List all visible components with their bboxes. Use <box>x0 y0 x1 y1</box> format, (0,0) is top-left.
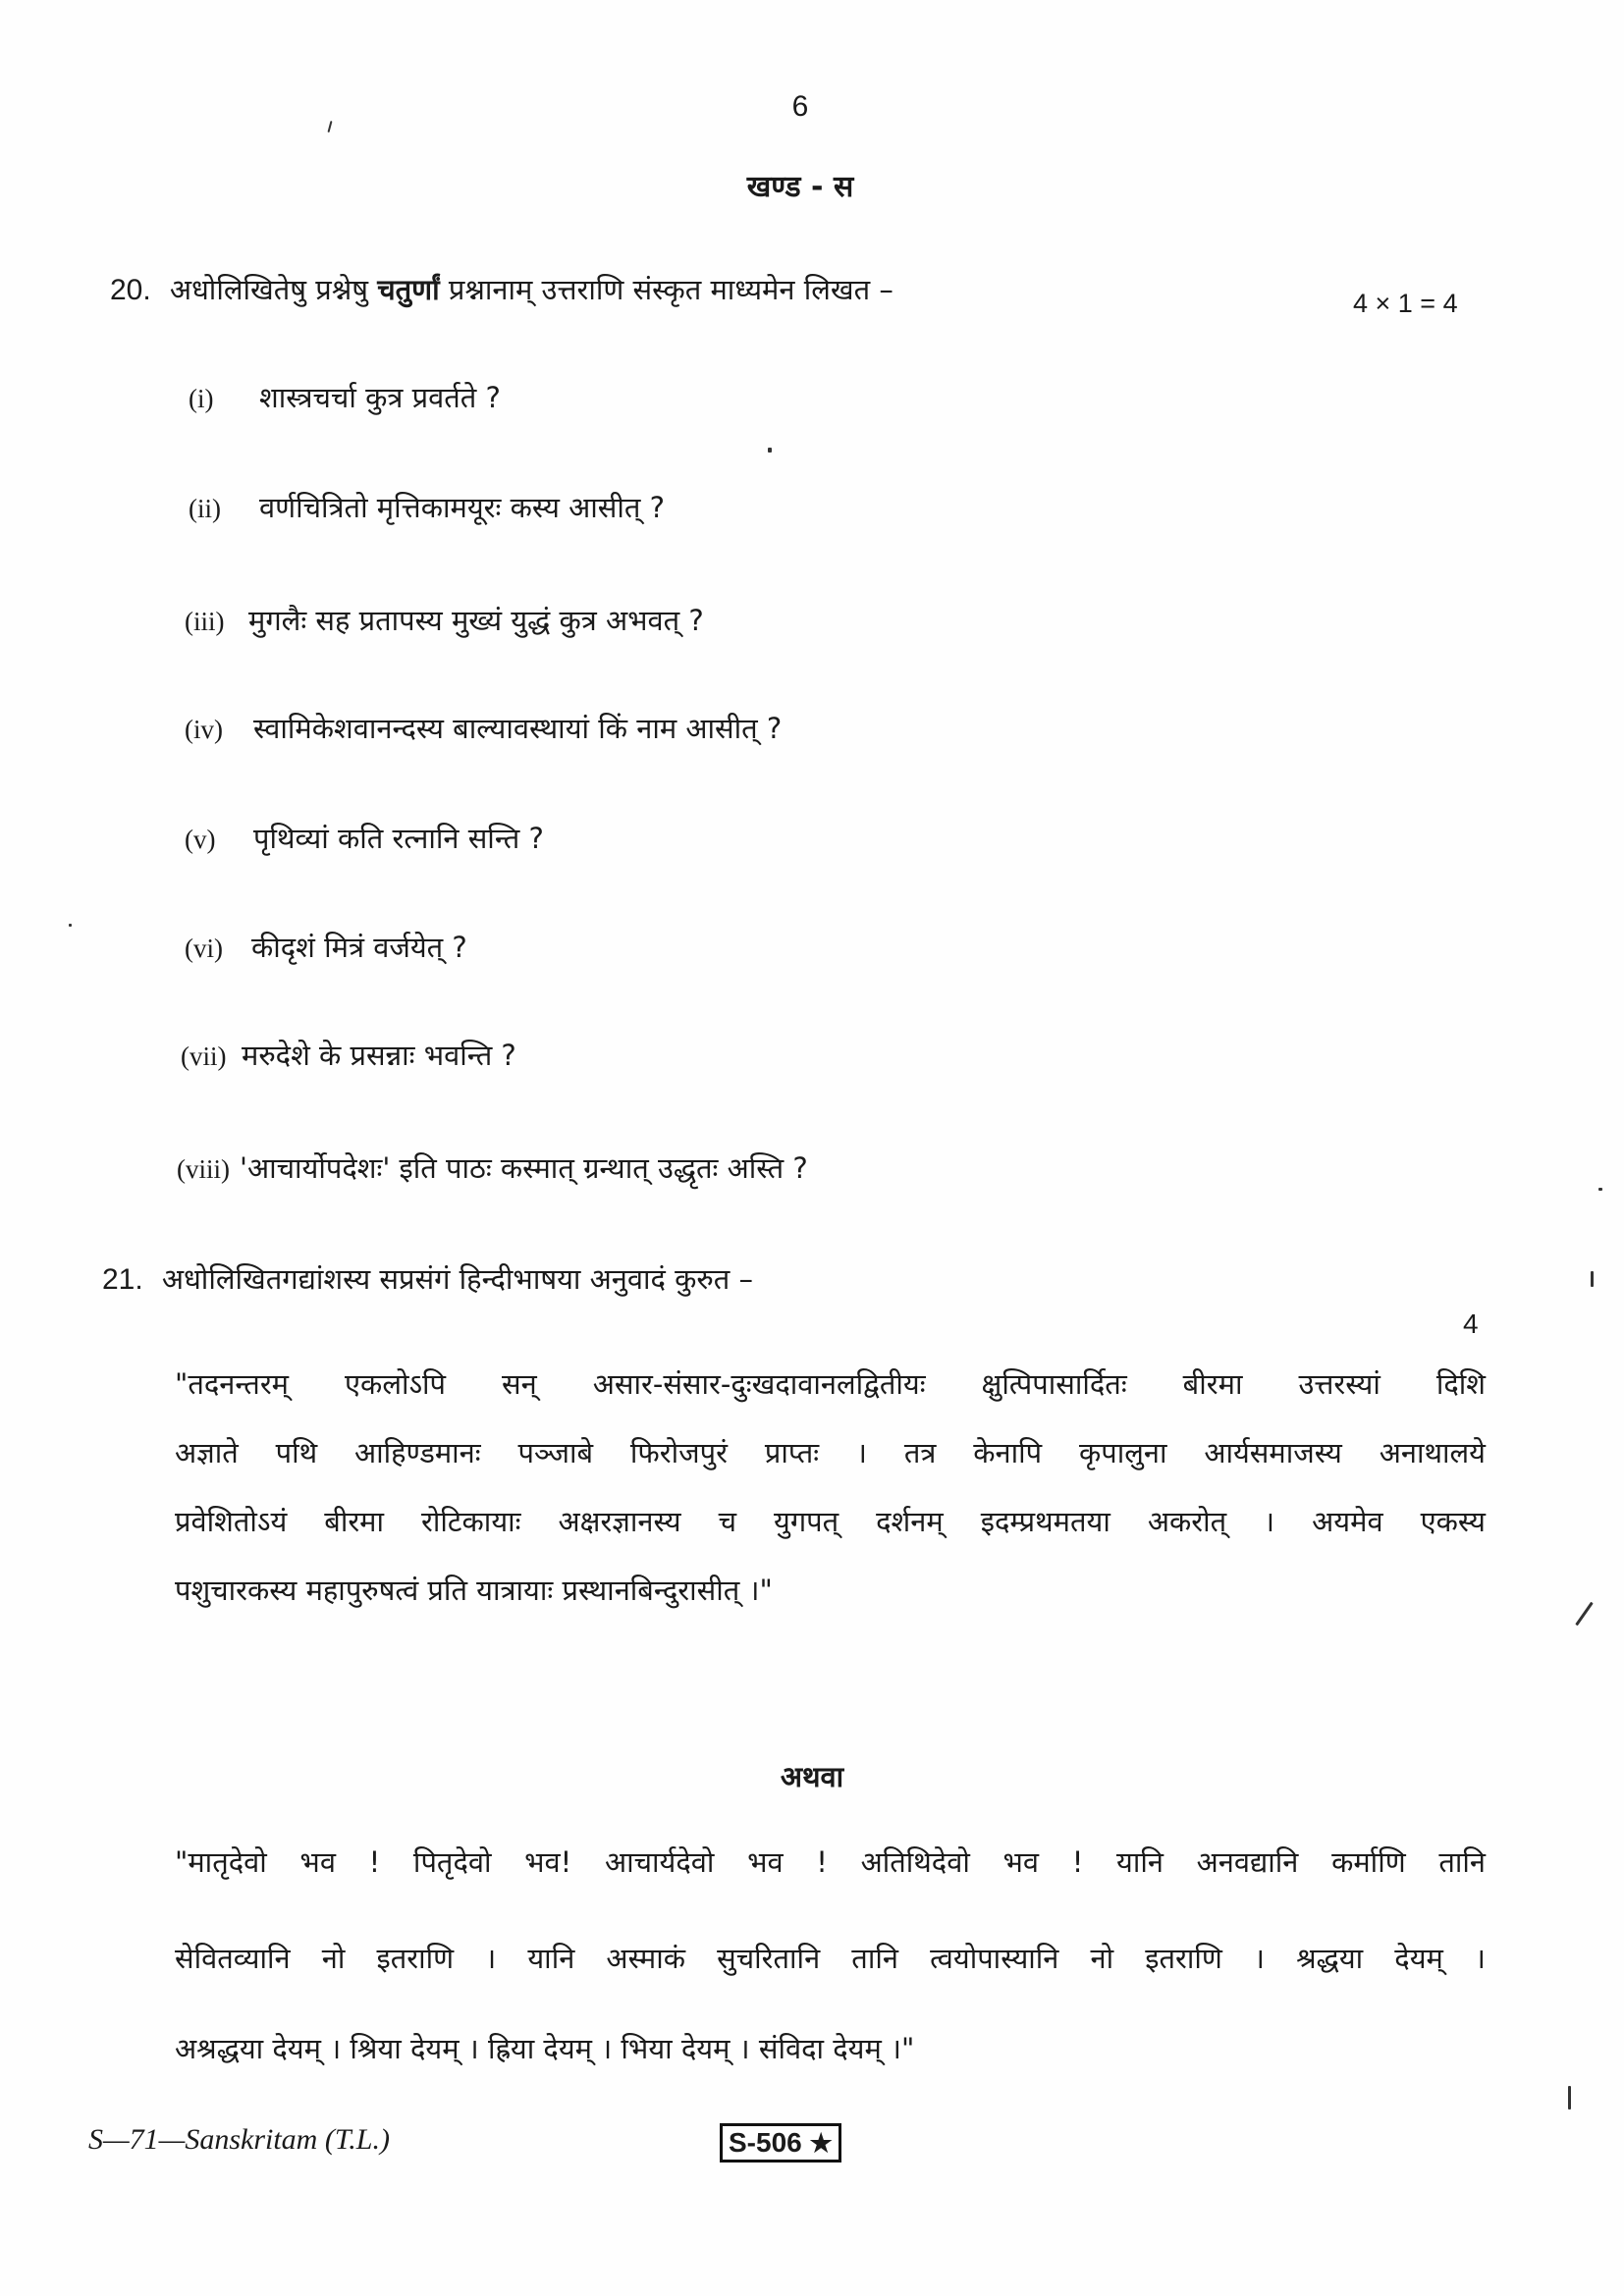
subquestion-v <box>185 819 544 857</box>
subquestion-text: वर्णचित्रितो मृत्तिकामयूरः कस्य आसीत् ? <box>259 491 666 524</box>
question-instruction <box>170 273 893 306</box>
question-20-header <box>110 270 893 308</box>
subquestion-iv <box>185 709 782 747</box>
instruction-text-pre: अधोलिखितेषु प्रश्नेषु <box>169 273 378 306</box>
subquestion-label: (ii) <box>189 494 221 523</box>
instruction-text-post: प्रश्नानाम् उत्तराणि संस्कृत माध्यमेन लिखत – <box>439 273 893 306</box>
star-icon: ★ <box>809 2128 833 2158</box>
question-instruction: अधोलिखितगद्यांशस्य सप्रसंगं हिन्दीभाषया अनुवादं कुरुत – <box>161 1262 754 1296</box>
subquestion-text: 'आचार्योपदेशः' इति पाठः कस्मात् ग्रन्थात् उद्धृतः अस्ति ? <box>240 1151 808 1185</box>
page-number: 6 <box>791 90 809 123</box>
passage-line: पशुचारकस्य महापुरुषत्वं प्रति यात्रायाः प्रस्थानबिन्दुरासीत् ।" <box>175 1574 773 1607</box>
subquestion-label: (vi) <box>185 934 223 963</box>
subquestion-text: मुगलैः सह प्रतापस्य मुख्यं युद्धं कुत्र अभवत् ? <box>248 604 704 637</box>
question-21-marks: 4 <box>1463 1308 1479 1339</box>
subquestion-vii <box>181 1036 516 1074</box>
scan-speck <box>1575 1602 1594 1627</box>
set-code-box <box>720 2123 841 2163</box>
question-number: 21. <box>102 1263 143 1296</box>
paper-code: S—71—Sanskritam (T.L.) <box>88 2123 390 2156</box>
or-label: अथवा <box>780 1760 844 1793</box>
scan-speck <box>1598 1188 1602 1191</box>
passage-line: "मातृदेवो भव ! पितृदेवो भव! आचार्यदेवो भव ! अतिथिदेवो भव ! यानि अनवद्यानि कर्माणि तानि <box>175 1845 1486 1879</box>
scan-speck <box>1568 2086 1571 2109</box>
subquestion-ii <box>189 488 665 526</box>
scan-speck <box>69 924 72 927</box>
subquestion-label: (v) <box>185 825 216 854</box>
subquestion-vi <box>185 928 467 966</box>
subquestion-text: शास्त्रचर्चा कुत्र प्रवर्तते ? <box>259 381 501 414</box>
set-code: S-506 <box>729 2127 802 2158</box>
subquestion-text: मरुदेशे के प्रसन्नाः भवन्ति ? <box>242 1039 516 1072</box>
subquestion-label: (vii) <box>181 1041 227 1071</box>
subquestion-text: स्वामिकेशवानन्दस्य बाल्यावस्थायां किं नाम आसीत् ? <box>253 712 783 745</box>
passage-line: "तदनन्तरम् एकलोऽपि सन् असार-संसार-दुःखदावानलद्वितीयः क्षुत्पिपासार्दितः बीरमा उत्तरस्यां दिशि <box>175 1367 1486 1401</box>
passage-line: सेवितव्यानि नो इतराणि । यानि अस्माकं सुचरितानि तानि त्वयोपास्यानि नो इतराणि । श्रद्धया देयम् । <box>175 1942 1486 1975</box>
subquestion-viii <box>177 1148 808 1187</box>
passage-line: अज्ञाते पथि आहिण्डमानः पञ्जाबे फिरोजपुरं प्राप्तः । तत्र केनापि कृपालुना आर्यसमाजस्य अनाथालये <box>175 1436 1486 1469</box>
subquestion-text: कीदृशं मित्रं वर्जयेत् ? <box>251 931 467 964</box>
subquestion-label: (i) <box>189 384 214 413</box>
scan-speck <box>1591 1271 1594 1287</box>
question-21-header <box>102 1259 753 1298</box>
subquestion-label: (iii) <box>185 607 225 636</box>
section-title: खण्ड - स <box>746 170 854 204</box>
instruction-text-bold: चतुर्णां <box>377 273 440 306</box>
passage-line: प्रवेशितोऽयं बीरमा रोटिकायाः अक्षरज्ञानस्य च युगपत् दर्शनम् इदम्प्रथमतया अकरोत् । अयमेव एकस्य <box>175 1505 1486 1538</box>
passage <box>175 1350 1486 1625</box>
alternate-passage <box>175 1828 1486 2083</box>
scan-speck <box>768 448 772 453</box>
subquestion-label: (viii) <box>177 1154 230 1184</box>
passage-line: अश्रद्धया देयम् । श्रिया देयम् । ह्रिया देयम् । भिया देयम् । संविदा देयम् ।" <box>175 2032 915 2065</box>
subquestion-i <box>189 378 501 416</box>
subquestion-label: (iv) <box>185 715 223 744</box>
subquestion-text: पृथिव्यां कति रत्नानि सन्ति ? <box>253 822 544 855</box>
subquestion-iii <box>185 601 704 639</box>
question-20-marks: 4 × 1 = 4 <box>1353 289 1458 318</box>
question-number: 20. <box>110 274 151 306</box>
